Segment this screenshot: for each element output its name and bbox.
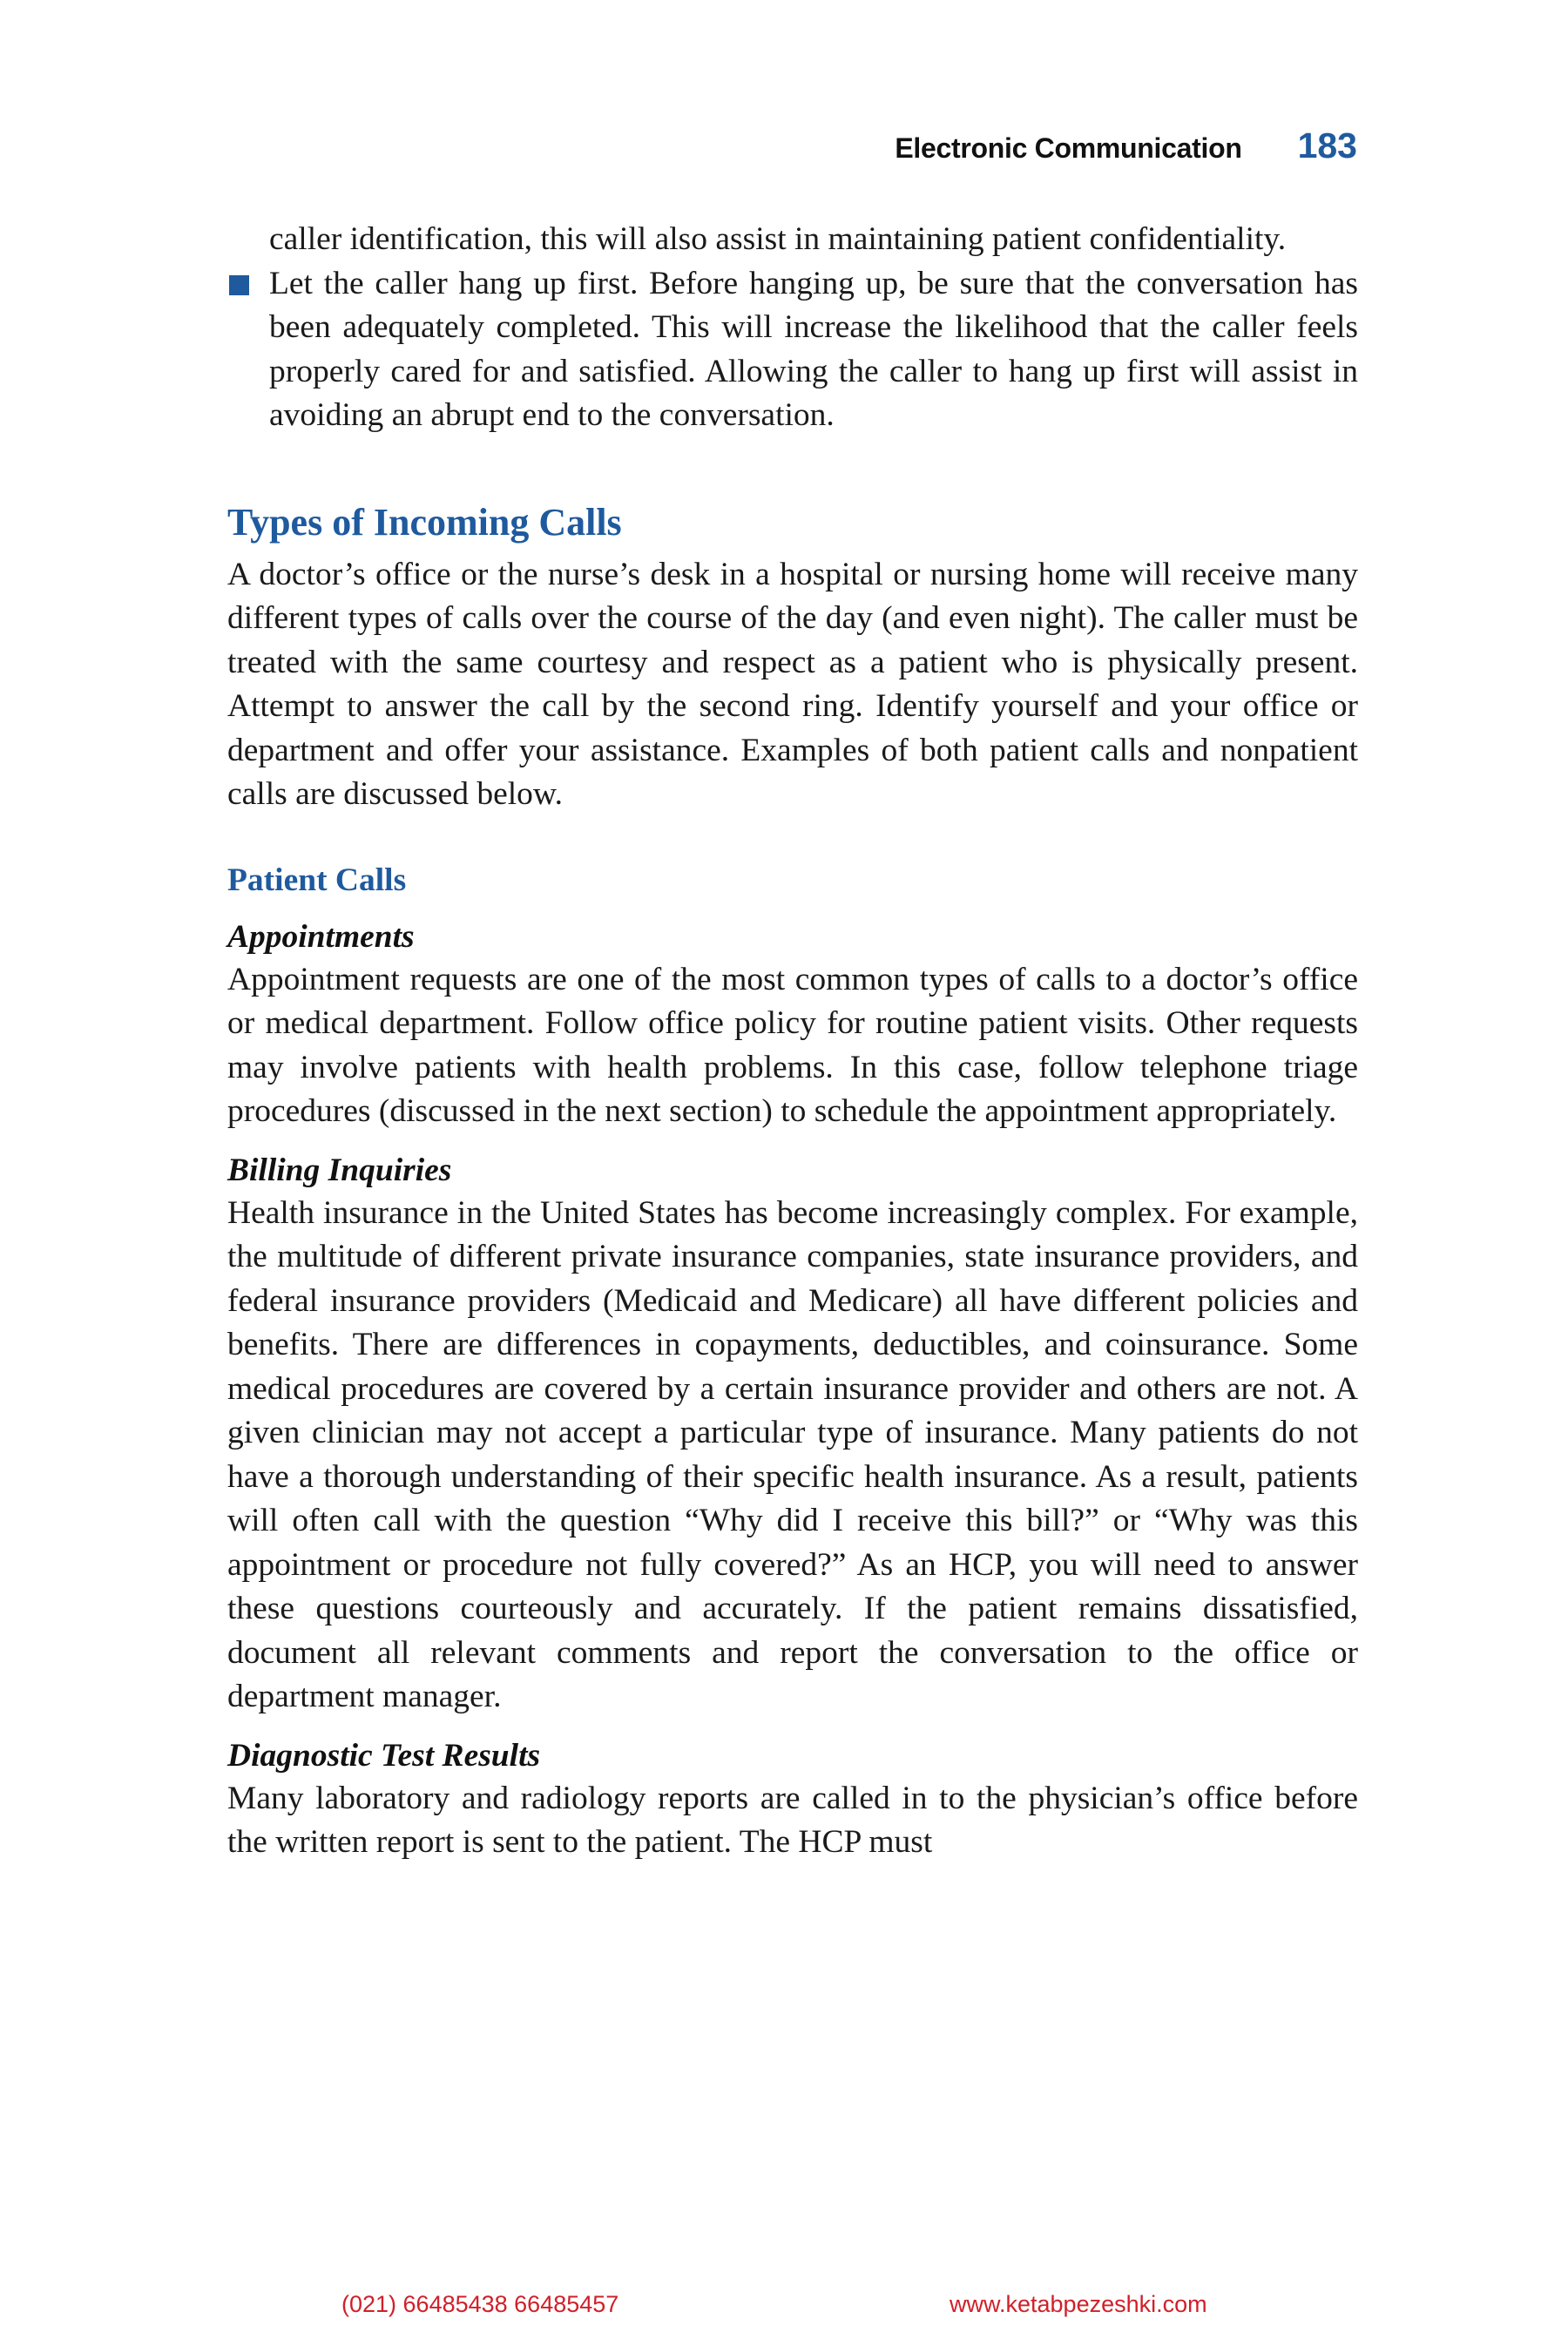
appointments-heading: Appointments xyxy=(227,918,415,955)
bullet-text: Let the caller hang up first. Before hanging up, be sure that the conversation has been adequately completed. This will increase the likelihood that the caller feels properly cared for and satisfied. Allowing the caller to hang up first will assist in avoiding an abrupt end to the conversation. xyxy=(269,265,1358,433)
running-head xyxy=(895,125,1357,166)
diagnostic-heading: Diagnostic Test Results xyxy=(227,1737,541,1774)
section-intro-paragraph: A doctor’s office or the nurse’s desk in a hospital or nursing home will receive many different types of calls over the course of the day (and even night). The caller must be treated with the same courtesy and respect as a patient who is physically present. Attempt to answer the call by the second ring. Identify yourself and your office or department and offer your assistance. Examples of both patient calls and nonpatient calls are discussed below. xyxy=(227,556,1358,812)
page-number: 183 xyxy=(1297,125,1357,166)
subsection-heading: Patient Calls xyxy=(227,862,407,898)
footer-website-link[interactable]: www.ketabpezeshki.com xyxy=(950,2291,1207,2317)
running-title: Electronic Communication xyxy=(895,132,1242,164)
continued-bullet-text: caller identification, this will also assist in maintaining patient confidentiality. xyxy=(269,221,1287,257)
appointments-paragraph: Appointment requests are one of the most common types of calls to a doctor’s office or medical department. Follow office policy for routine patient visits. Other requests may involve patients with health problems. In this case, follow telephone triage procedures (discussed in the next section) to schedule the appointment appropriately. xyxy=(227,961,1358,1129)
square-bullet-icon xyxy=(229,275,249,295)
bullet-item xyxy=(227,262,1358,438)
diagnostic-paragraph: Many laboratory and radiology reports are called in to the physician’s office before the written report is sent to the patient. The HCP must xyxy=(227,1780,1358,1860)
billing-heading: Billing Inquiries xyxy=(227,1152,452,1188)
page-body xyxy=(227,218,1358,1865)
footer-phone: (021) 66485438 66485457 xyxy=(341,2291,619,2317)
section-heading: Types of Incoming Calls xyxy=(227,500,622,544)
billing-paragraph: Health insurance in the United States has become increasingly complex. For example, the multitude of different private insurance companies, state insurance providers, and federal insurance providers (Medicaid and Medicare) all have different policies and benefits. There are differences in copayments, deductibles, and coinsurance. Some medical procedures are covered by a certain insurance provider and others are not. A given clinician may not accept a particular type of insurance. Many patients do not have a thorough understanding of their specific health insurance. As a result, patients will often call with the question “Why did I receive this bill?” or “Why was this appointment or procedure not fully covered?” As an HCP, you will need to answer these questions courteously and accurately. If the patient remains dissatisfied, document all relevant comments and report the conversation to the office or department manager. xyxy=(227,1194,1358,1714)
